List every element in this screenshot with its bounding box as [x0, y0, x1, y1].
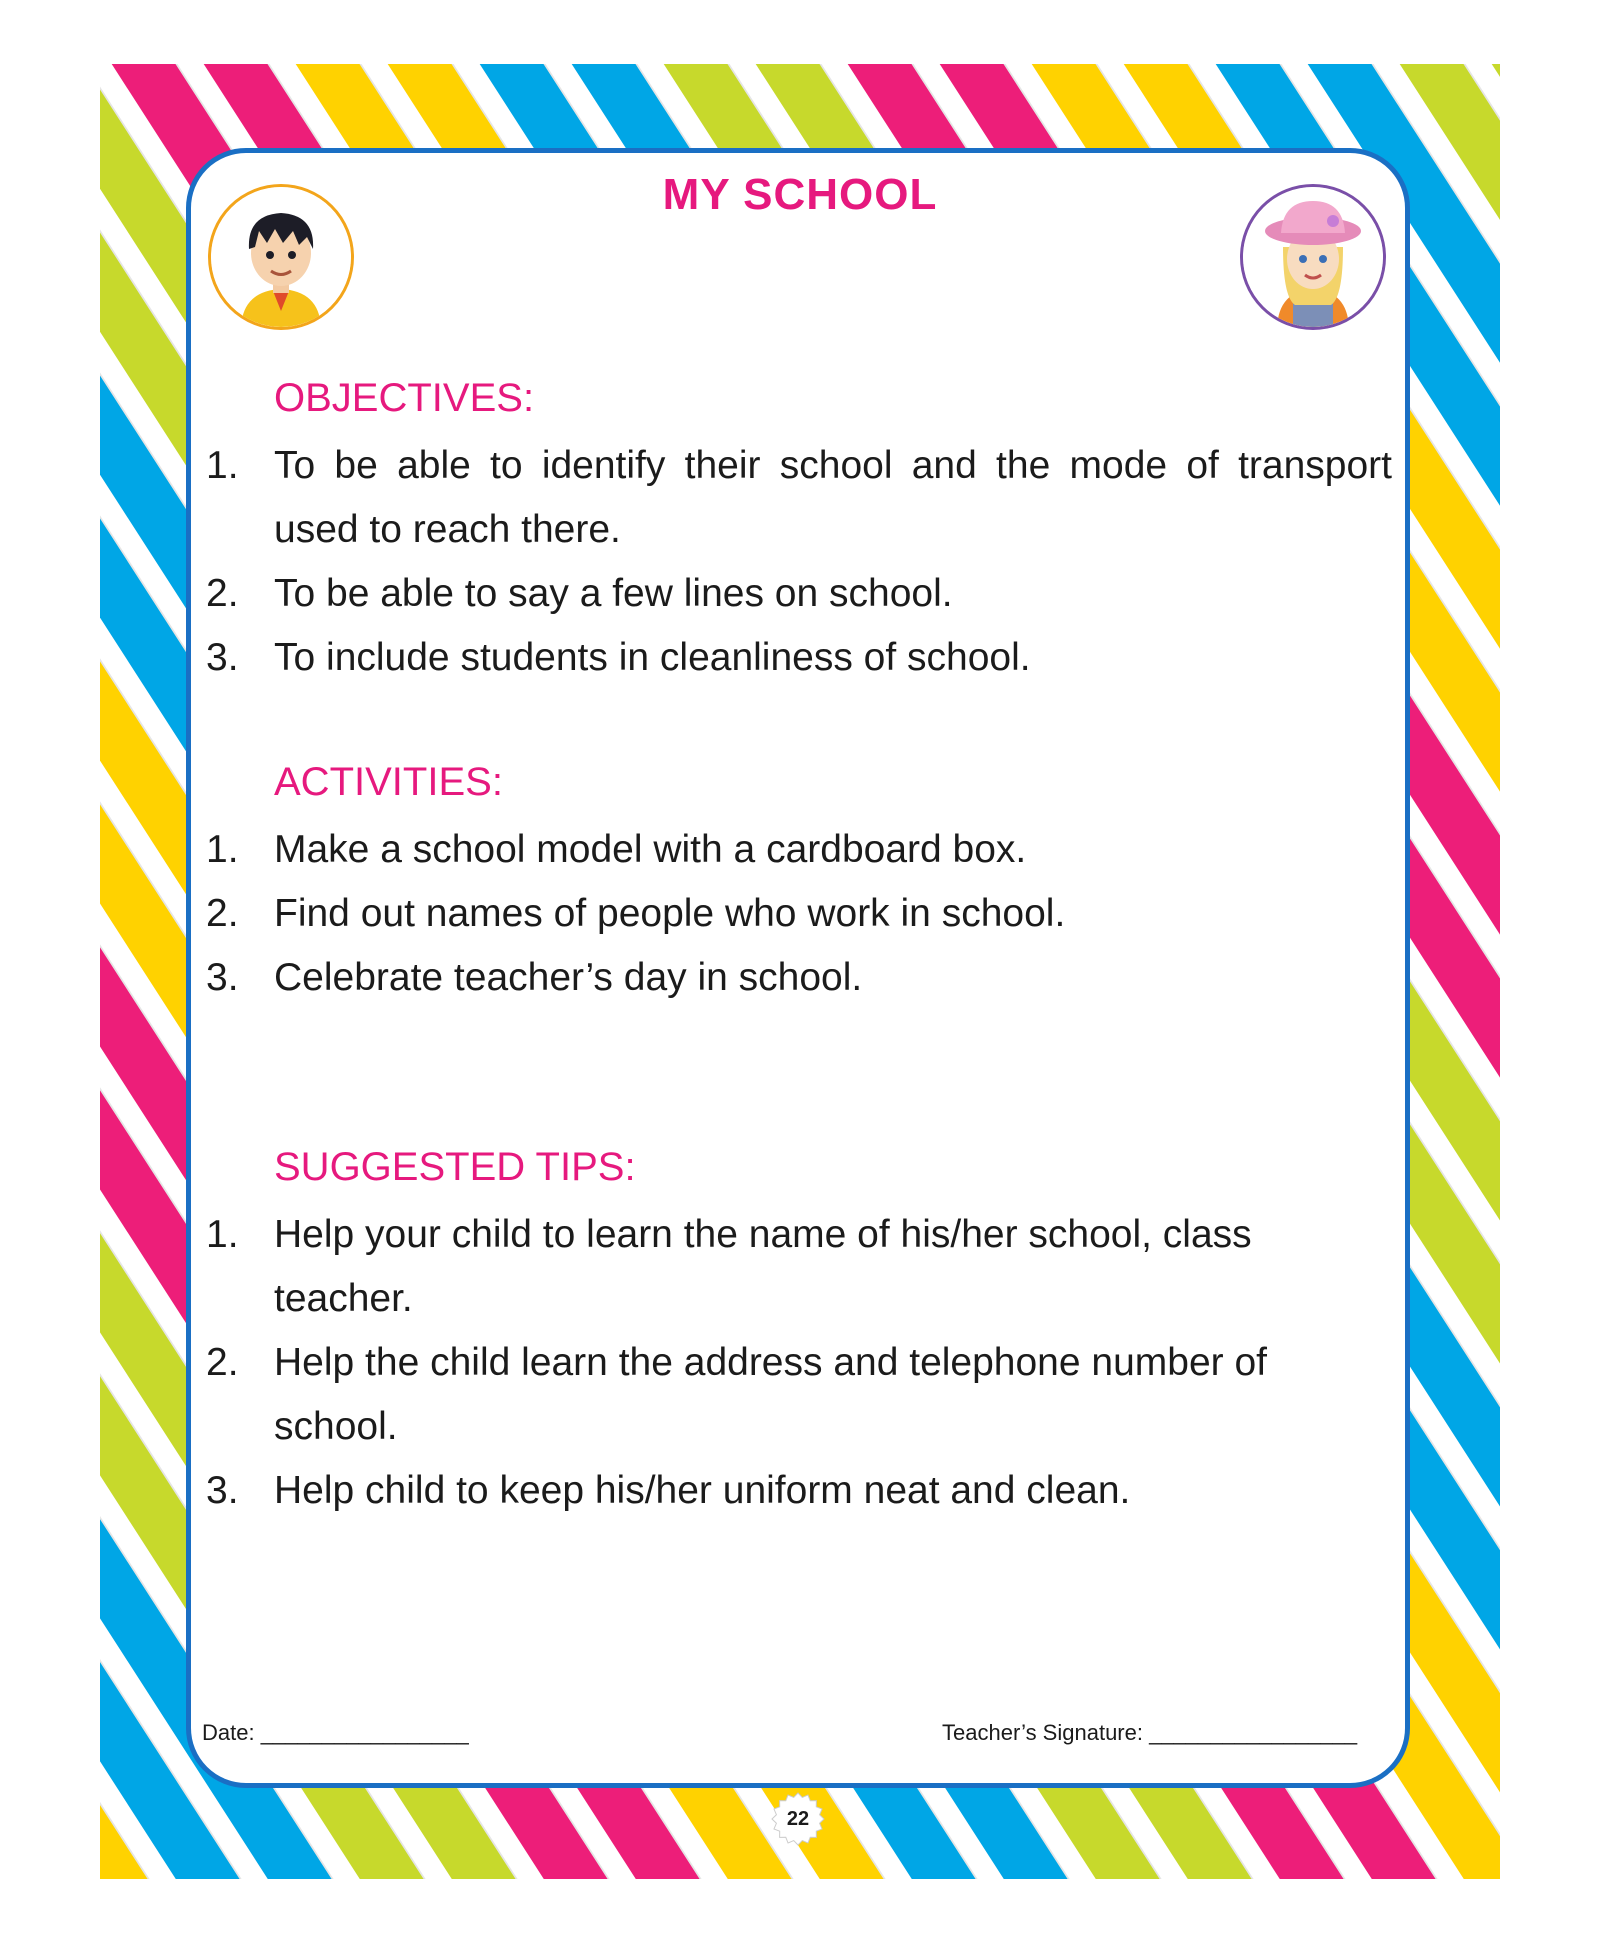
- girl-avatar-icon: [1240, 184, 1386, 330]
- objectives-list: [206, 434, 1392, 690]
- list-item-number: 3.: [206, 1469, 239, 1512]
- list-item-text: Help child to keep his/her uniform neat and clean.: [274, 1469, 1131, 1512]
- list-item-text: Help the child learn the address and telephone number of school.: [274, 1341, 1267, 1448]
- list-item: [206, 1331, 1392, 1459]
- list-item: [206, 562, 1392, 626]
- list-item-number: 3.: [206, 636, 239, 679]
- list-item-number: 2.: [206, 1341, 239, 1384]
- list-item-text: Celebrate teacher’s day in school.: [274, 956, 863, 999]
- list-item-text: Make a school model with a cardboard box.: [274, 828, 1027, 871]
- list-item-number: 2.: [206, 892, 239, 935]
- list-item: [206, 1203, 1392, 1331]
- list-item-number: 1.: [206, 444, 239, 487]
- list-item: [206, 818, 1392, 882]
- list-item-text: Help your child to learn the name of his/her school, class teacher.: [274, 1213, 1252, 1320]
- tips-list: [206, 1203, 1392, 1523]
- boy-avatar-icon: [208, 184, 354, 330]
- activities-heading: ACTIVITIES:: [274, 760, 503, 804]
- list-item-text: Find out names of people who work in school.: [274, 892, 1066, 935]
- date-field: Date: _________________: [202, 1720, 469, 1745]
- list-item-text: To be able to say a few lines on school.: [274, 572, 953, 615]
- list-item-number: 3.: [206, 956, 239, 999]
- list-item-number: 1.: [206, 1213, 239, 1256]
- page-number: 22: [786, 1808, 810, 1830]
- objectives-heading: OBJECTIVES:: [274, 376, 535, 420]
- list-item-number: 1.: [206, 828, 239, 871]
- list-item: [206, 1459, 1392, 1523]
- tips-heading: SUGGESTED TIPS:: [274, 1145, 636, 1189]
- list-item: [206, 626, 1392, 690]
- list-item: [206, 946, 1392, 1010]
- list-item-number: 2.: [206, 572, 239, 615]
- teacher-signature-field: Teacher’s Signature: _________________: [942, 1720, 1358, 1745]
- list-item-text: To be able to identify their school and the mode of transport used to reach there.: [274, 444, 1392, 551]
- list-item: [206, 882, 1392, 946]
- page-title: MY SCHOOL: [662, 170, 938, 219]
- activities-list: [206, 818, 1392, 1010]
- list-item: [206, 434, 1392, 562]
- list-item-text: To include students in cleanliness of school.: [274, 636, 1031, 679]
